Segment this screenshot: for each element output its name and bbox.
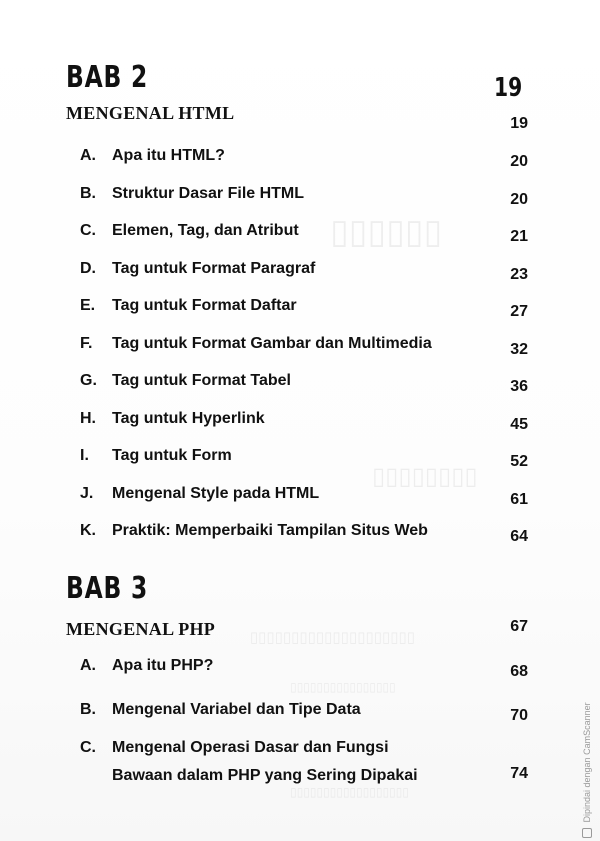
toc-entry-title: Tag untuk Hyperlink (112, 410, 265, 427)
toc-entry (80, 521, 528, 545)
toc-entry-page: 23 (510, 266, 528, 283)
toc-entry-title: Tag untuk Format Paragraf (112, 260, 316, 277)
toc-entry-letter: F. (80, 335, 93, 352)
toc-entry-page: 36 (510, 378, 528, 395)
toc-entry (80, 446, 528, 470)
toc-entry (80, 221, 528, 245)
toc-entry-page: 64 (510, 528, 528, 545)
toc-entry (80, 484, 528, 508)
scanner-watermark-text: Dipindai dengan CamScanner (582, 702, 592, 823)
toc-entry-page: 27 (510, 303, 528, 320)
bleed-through-ghost: ▯▯▯▯▯▯▯▯▯▯▯▯▯▯▯▯ (290, 680, 396, 694)
toc-entry-page: 20 (510, 191, 528, 208)
handwritten-page-number: 19 (494, 73, 523, 103)
chapter-3-label: BAB 3 (66, 571, 149, 606)
toc-entry-page: 70 (510, 707, 528, 724)
toc-entry-letter: G. (80, 372, 97, 389)
toc-entry-letter: C. (80, 739, 96, 756)
toc-entry-letter: J. (80, 485, 94, 502)
toc-entry-page: 52 (510, 453, 528, 470)
toc-entry (80, 184, 528, 208)
toc-entry-letter: D. (80, 260, 96, 277)
toc-entry-title: Tag untuk Format Tabel (112, 372, 291, 389)
toc-entry-title: Tag untuk Form (112, 447, 232, 464)
scanner-watermark (582, 690, 596, 838)
toc-entry (80, 371, 528, 395)
toc-entry-letter: B. (80, 701, 96, 718)
toc-entry-title: Tag untuk Format Daftar (112, 297, 297, 314)
bleed-through-ghost: ▯▯▯▯▯▯ (330, 212, 443, 252)
toc-entry-page: 45 (510, 416, 528, 433)
toc-entry-page: 21 (510, 228, 528, 245)
toc-entry (80, 700, 528, 724)
chapter-3-title: MENGENAL PHP (66, 619, 216, 639)
toc-entry (80, 738, 528, 786)
toc-entry-letter: I. (80, 447, 89, 464)
toc-entry-letter: C. (80, 222, 96, 239)
camscanner-icon (582, 828, 592, 838)
bleed-through-ghost: ▯▯▯▯▯▯▯▯ (372, 462, 478, 490)
toc-entry-letter: A. (80, 657, 96, 674)
toc-entry-title: Struktur Dasar File HTML (112, 185, 305, 202)
toc-entry-title: Tag untuk Format Gambar dan Multimedia (112, 335, 432, 352)
toc-entry-letter: A. (80, 147, 96, 164)
toc-entry-page: 68 (510, 663, 528, 680)
toc-entry-letter: K. (80, 522, 96, 539)
bleed-through-ghost: ▯▯▯▯▯▯▯▯▯▯▯▯▯▯▯▯▯▯▯▯ (250, 628, 416, 646)
toc-entry-page: 74 (510, 765, 528, 782)
toc-entry-page: 61 (510, 491, 528, 508)
chapter-3-page: 67 (510, 618, 528, 635)
toc-entry-letter: H. (80, 410, 96, 427)
toc-entry (80, 409, 528, 433)
toc-entry-page: 32 (510, 341, 528, 358)
chapter-2-label: BAB 2 (66, 60, 149, 95)
bleed-through-ghost: ▯▯▯▯▯▯▯▯▯▯▯▯▯▯▯▯▯▯ (290, 785, 409, 799)
toc-entry-letter: E. (80, 297, 96, 314)
toc-entry-page: 20 (510, 153, 528, 170)
chapter-2-title: MENGENAL HTML (66, 103, 235, 123)
chapter-2-page: 19 (510, 115, 528, 132)
toc-entry-title: Apa itu HTML? (112, 147, 225, 164)
toc-entry-title: Mengenal Variabel dan Tipe Data (112, 701, 361, 718)
toc-entry (80, 334, 528, 358)
toc-entry-title: Mengenal Style pada HTML (112, 485, 320, 502)
toc-entry (80, 259, 528, 283)
toc-entry-title: Mengenal Operasi Dasar dan Fungsi Bawaan dalam PHP yang Sering Dipakai (112, 739, 418, 784)
toc-entry-title: Praktik: Memperbaiki Tampilan Situs Web (112, 522, 428, 539)
toc-entry-letter: B. (80, 185, 96, 202)
toc-entry (80, 296, 528, 320)
toc-entry (80, 656, 528, 680)
toc-entry-title: Apa itu PHP? (112, 657, 214, 674)
toc-entry (80, 146, 528, 170)
toc-entry-title: Elemen, Tag, dan Atribut (112, 222, 299, 239)
